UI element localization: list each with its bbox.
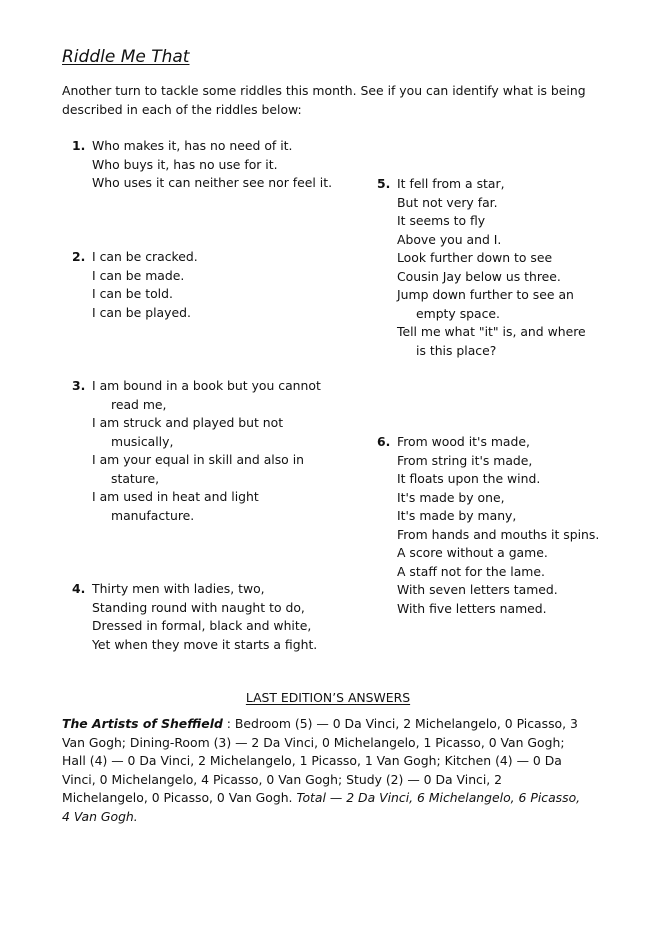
riddle-line: Who uses it can neither see nor feel it. <box>92 175 333 190</box>
riddle-line: From wood it's made, <box>397 434 530 449</box>
riddle-line: empty space. <box>416 305 500 321</box>
riddle-line: manufacture. <box>111 507 195 523</box>
answers-separator: : <box>222 716 235 731</box>
riddle-line: It's made by many, <box>397 508 517 523</box>
riddle-line: read me, <box>111 396 167 412</box>
riddle-line: It seems to fly <box>397 213 486 228</box>
riddle-3 <box>72 377 321 525</box>
riddle-line: Standing round with naught to do, <box>92 599 305 615</box>
riddle-line: I am bound in a book but you cannot <box>92 378 321 393</box>
riddle-lines <box>397 175 586 360</box>
riddle-line: Above you and I. <box>397 231 502 247</box>
riddle-5 <box>377 175 586 360</box>
riddle-6 <box>377 433 599 618</box>
riddle-line: Jump down further to see an <box>397 287 574 302</box>
riddle-lines <box>92 377 321 525</box>
riddle-line: is this place? <box>416 342 497 358</box>
riddle-number: 5. <box>377 176 391 191</box>
riddle-line: A staff not for the lame. <box>397 563 545 579</box>
answers-total: Total — 2 Da Vinci, 6 Michelangelo, 6 Picasso, 4 Van Gogh. <box>62 790 581 824</box>
riddle-line: From string it's made, <box>397 452 533 468</box>
riddle-lines <box>92 137 332 193</box>
riddle-number: 6. <box>377 434 391 449</box>
riddle-2 <box>72 248 198 322</box>
riddle-line: From hands and mouths it spins. <box>397 526 600 542</box>
riddle-number: 2. <box>72 249 86 264</box>
riddle-line: I am your equal in skill and also in <box>92 452 304 467</box>
riddle-line: I am used in heat and light <box>92 489 259 504</box>
riddle-lines <box>397 433 599 618</box>
riddle-line: Thirty men with ladies, two, <box>92 581 265 596</box>
riddle-line: With five letters named. <box>397 600 547 616</box>
riddle-lines <box>92 580 317 654</box>
riddle-line: Look further down to see <box>397 250 553 265</box>
riddle-line: But not very far. <box>397 194 498 210</box>
riddle-line: Who makes it, has no need of it. <box>92 138 293 153</box>
intro-paragraph: Another turn to tackle some riddles this month. See if you can identify what is being described in each of the riddles below: <box>62 83 586 117</box>
riddle-line: I can be made. <box>92 267 185 283</box>
riddle-line: I can be played. <box>92 304 191 320</box>
riddle-line: Yet when they move it starts a fight. <box>92 636 318 652</box>
answers-heading: LAST EDITION’S ANSWERS <box>245 690 411 705</box>
page-title: Riddle Me That <box>62 47 190 67</box>
riddle-line: A score without a game. <box>397 545 548 560</box>
answers-body: Bedroom (5) — 0 Da Vinci, 2 Michelangelo, 0 Picasso, 3 Van Gogh; Dining-Room (3) — 2 Da Vinci, 0 Michelangelo, 1 Picasso, 0 Van Gogh; Hall (4) — 0 Da Vinci, 2 Michelangelo, 1 Picasso, 1 Van Gogh; Kitchen (4) — 0 Da Vinci, 0 Michelangelo, 4 Picasso, 0 Van Gogh; Study (2) — 0 Da Vinci, 2 Michelangelo, 0 Picasso, 0 Van Gogh. <box>62 716 578 805</box>
riddle-line: musically, <box>111 433 174 449</box>
answers-paragraph <box>62 715 587 826</box>
riddle-line: Cousin Jay below us three. <box>397 268 561 284</box>
riddle-line: I am struck and played but not <box>92 415 284 430</box>
riddle-line: With seven letters tamed. <box>397 582 558 597</box>
riddle-line: stature, <box>111 470 160 486</box>
riddle-number: 3. <box>72 378 86 393</box>
riddle-line: Who buys it, has no use for it. <box>92 156 278 172</box>
riddle-4 <box>72 580 317 654</box>
answers-label: The Artists of Sheffield <box>62 716 223 731</box>
riddle-line: It fell from a star, <box>397 176 505 191</box>
riddle-line: Dressed in formal, black and white, <box>92 618 312 633</box>
riddle-line: Tell me what "it" is, and where <box>397 324 586 339</box>
riddle-line: It floats upon the wind. <box>397 471 541 486</box>
riddle-line: I can be cracked. <box>92 249 198 264</box>
riddle-number: 1. <box>72 138 86 153</box>
riddle-number: 4. <box>72 581 86 596</box>
riddle-line: I can be told. <box>92 286 173 301</box>
riddle-line: It's made by one, <box>397 489 505 505</box>
riddle-lines <box>92 248 198 322</box>
riddle-1 <box>72 137 332 193</box>
